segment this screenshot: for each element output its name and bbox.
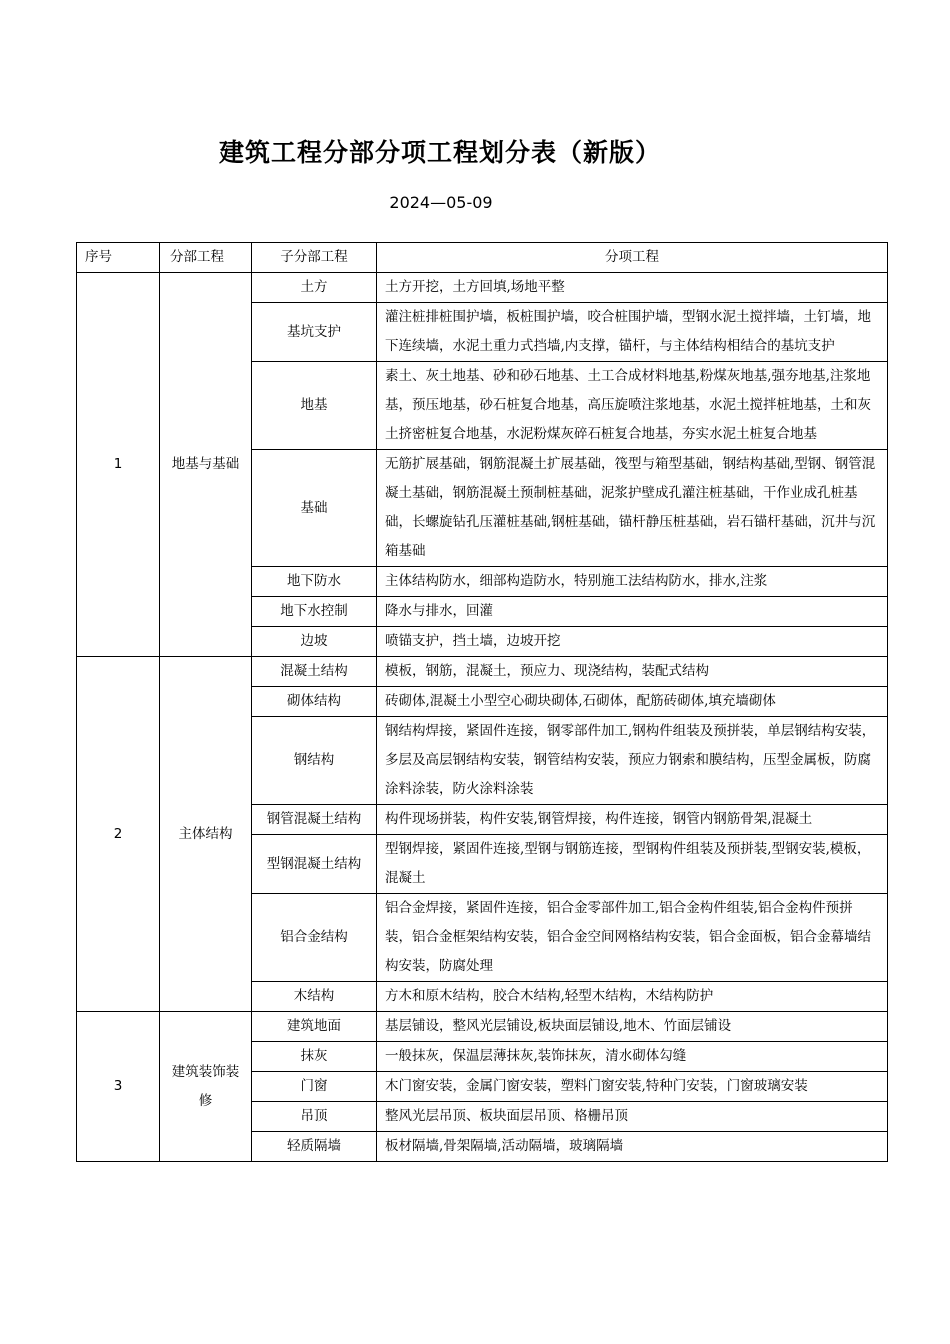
items-cell: 铝合金焊接，紧固件连接，铝合金零部件加工,铝合金构件组装,铝合金构件预拼装，铝合金框架结构安装，铝合金空间网格结构安装，铝合金面板，铝合金幕墙结构安装，防腐处理 xyxy=(377,894,888,982)
group-division: 地基与基础 xyxy=(160,273,252,657)
subdivision-cell: 铝合金结构 xyxy=(252,894,377,982)
subdivision-cell: 土方 xyxy=(252,273,377,303)
subdivision-cell: 型钢混凝土结构 xyxy=(252,835,377,894)
subdivision-cell: 基础 xyxy=(252,450,377,567)
items-cell: 素土、灰土地基、砂和砂石地基、土工合成材料地基,粉煤灰地基,强夯地基,注浆地基，预压地基，砂石桩复合地基，高压旋喷注浆地基，水泥土搅拌桩地基，土和灰土挤密桩复合地基，水泥粉煤灰碎石桩复合地基，夯实水泥土桩复合地基 xyxy=(377,362,888,450)
subdivision-cell: 基坑支护 xyxy=(252,303,377,362)
table-row xyxy=(77,657,888,687)
items-cell: 无筋扩展基础，钢筋混凝土扩展基础，筏型与箱型基础，钢结构基础,型钢、钢管混凝土基础，钢筋混凝土预制桩基础，泥浆护壁成孔灌注桩基础，干作业成孔桩基础，长螺旋钻孔压灌桩基础,钢桩基础，锚杆静压桩基础，岩石锚杆基础，沉井与沉箱基础 xyxy=(377,450,888,567)
subdivision-cell: 吊顶 xyxy=(252,1102,377,1132)
header-items: 分项工程 xyxy=(377,243,888,273)
division-table xyxy=(76,242,888,1162)
subdivision-cell: 钢管混凝土结构 xyxy=(252,805,377,835)
items-cell: 主体结构防水，细部构造防水，特别施工法结构防水，排水,注浆 xyxy=(377,567,888,597)
header-division: 分部工程 xyxy=(160,243,252,273)
items-cell: 基层铺设，整风光层铺设,板块面层铺设,地木、竹面层铺设 xyxy=(377,1012,888,1042)
table-row xyxy=(77,1012,888,1042)
subdivision-cell: 轻质隔墙 xyxy=(252,1132,377,1162)
items-cell: 木门窗安装，金属门窗安装，塑料门窗安装,特种门安装，门窗玻璃安装 xyxy=(377,1072,888,1102)
table-header-row xyxy=(77,243,888,273)
subdivision-cell: 边坡 xyxy=(252,627,377,657)
items-cell: 钢结构焊接，紧固件连接，钢零部件加工,钢构件组装及预拼装，单层钢结构安装，多层及高层钢结构安装，钢管结构安装，预应力钢索和膜结构，压型金属板，防腐涂料涂装，防火涂料涂装 xyxy=(377,717,888,805)
document-title: 建筑工程分部分项工程划分表（新版） xyxy=(218,138,661,167)
items-cell: 一般抹灰，保温层薄抹灰,装饰抹灰，清水砌体勾缝 xyxy=(377,1042,888,1072)
header-seq: 序号 xyxy=(77,243,160,273)
subdivision-cell: 地基 xyxy=(252,362,377,450)
items-cell: 降水与排水，回灌 xyxy=(377,597,888,627)
subdivision-cell: 抹灰 xyxy=(252,1042,377,1072)
items-cell: 砖砌体,混凝土小型空心砌块砌体,石砌体，配筋砖砌体,填充墙砌体 xyxy=(377,687,888,717)
items-cell: 构件现场拼装，构件安装,钢管焊接，构件连接，钢管内钢筋骨架,混凝土 xyxy=(377,805,888,835)
subdivision-cell: 砌体结构 xyxy=(252,687,377,717)
group-seq: 3 xyxy=(77,1012,160,1162)
subdivision-cell: 建筑地面 xyxy=(252,1012,377,1042)
header-subdivision: 子分部工程 xyxy=(252,243,377,273)
subdivision-cell: 门窗 xyxy=(252,1072,377,1102)
document-date: 2024—05-09 xyxy=(389,193,493,212)
items-cell: 型钢焊接，紧固件连接,型钢与钢筋连接，型钢构件组装及预拼装,型钢安装,模板，混凝土 xyxy=(377,835,888,894)
subdivision-cell: 钢结构 xyxy=(252,717,377,805)
subdivision-cell: 混凝土结构 xyxy=(252,657,377,687)
group-division: 建筑装饰装修 xyxy=(160,1012,252,1162)
items-cell: 土方开挖，土方回填,场地平整 xyxy=(377,273,888,303)
group-seq: 2 xyxy=(77,657,160,1012)
items-cell: 模板，钢筋，混凝土，预应力、现浇结构，装配式结构 xyxy=(377,657,888,687)
items-cell: 整风光层吊顶、板块面层吊顶、格栅吊顶 xyxy=(377,1102,888,1132)
items-cell: 灌注桩排桩围护墙，板桩围护墙，咬合桩围护墙，型钢水泥土搅拌墙，土钉墙，地下连续墙，水泥土重力式挡墙,内支撑，锚杆，与主体结构相结合的基坑支护 xyxy=(377,303,888,362)
group-seq: 1 xyxy=(77,273,160,657)
table-row xyxy=(77,273,888,303)
items-cell: 喷锚支护，挡土墙，边坡开挖 xyxy=(377,627,888,657)
group-division: 主体结构 xyxy=(160,657,252,1012)
subdivision-cell: 木结构 xyxy=(252,982,377,1012)
subdivision-cell: 地下水控制 xyxy=(252,597,377,627)
items-cell: 方木和原木结构，胶合木结构,轻型木结构，木结构防护 xyxy=(377,982,888,1012)
items-cell: 板材隔墙,骨架隔墙,活动隔墙，玻璃隔墙 xyxy=(377,1132,888,1162)
subdivision-cell: 地下防水 xyxy=(252,567,377,597)
